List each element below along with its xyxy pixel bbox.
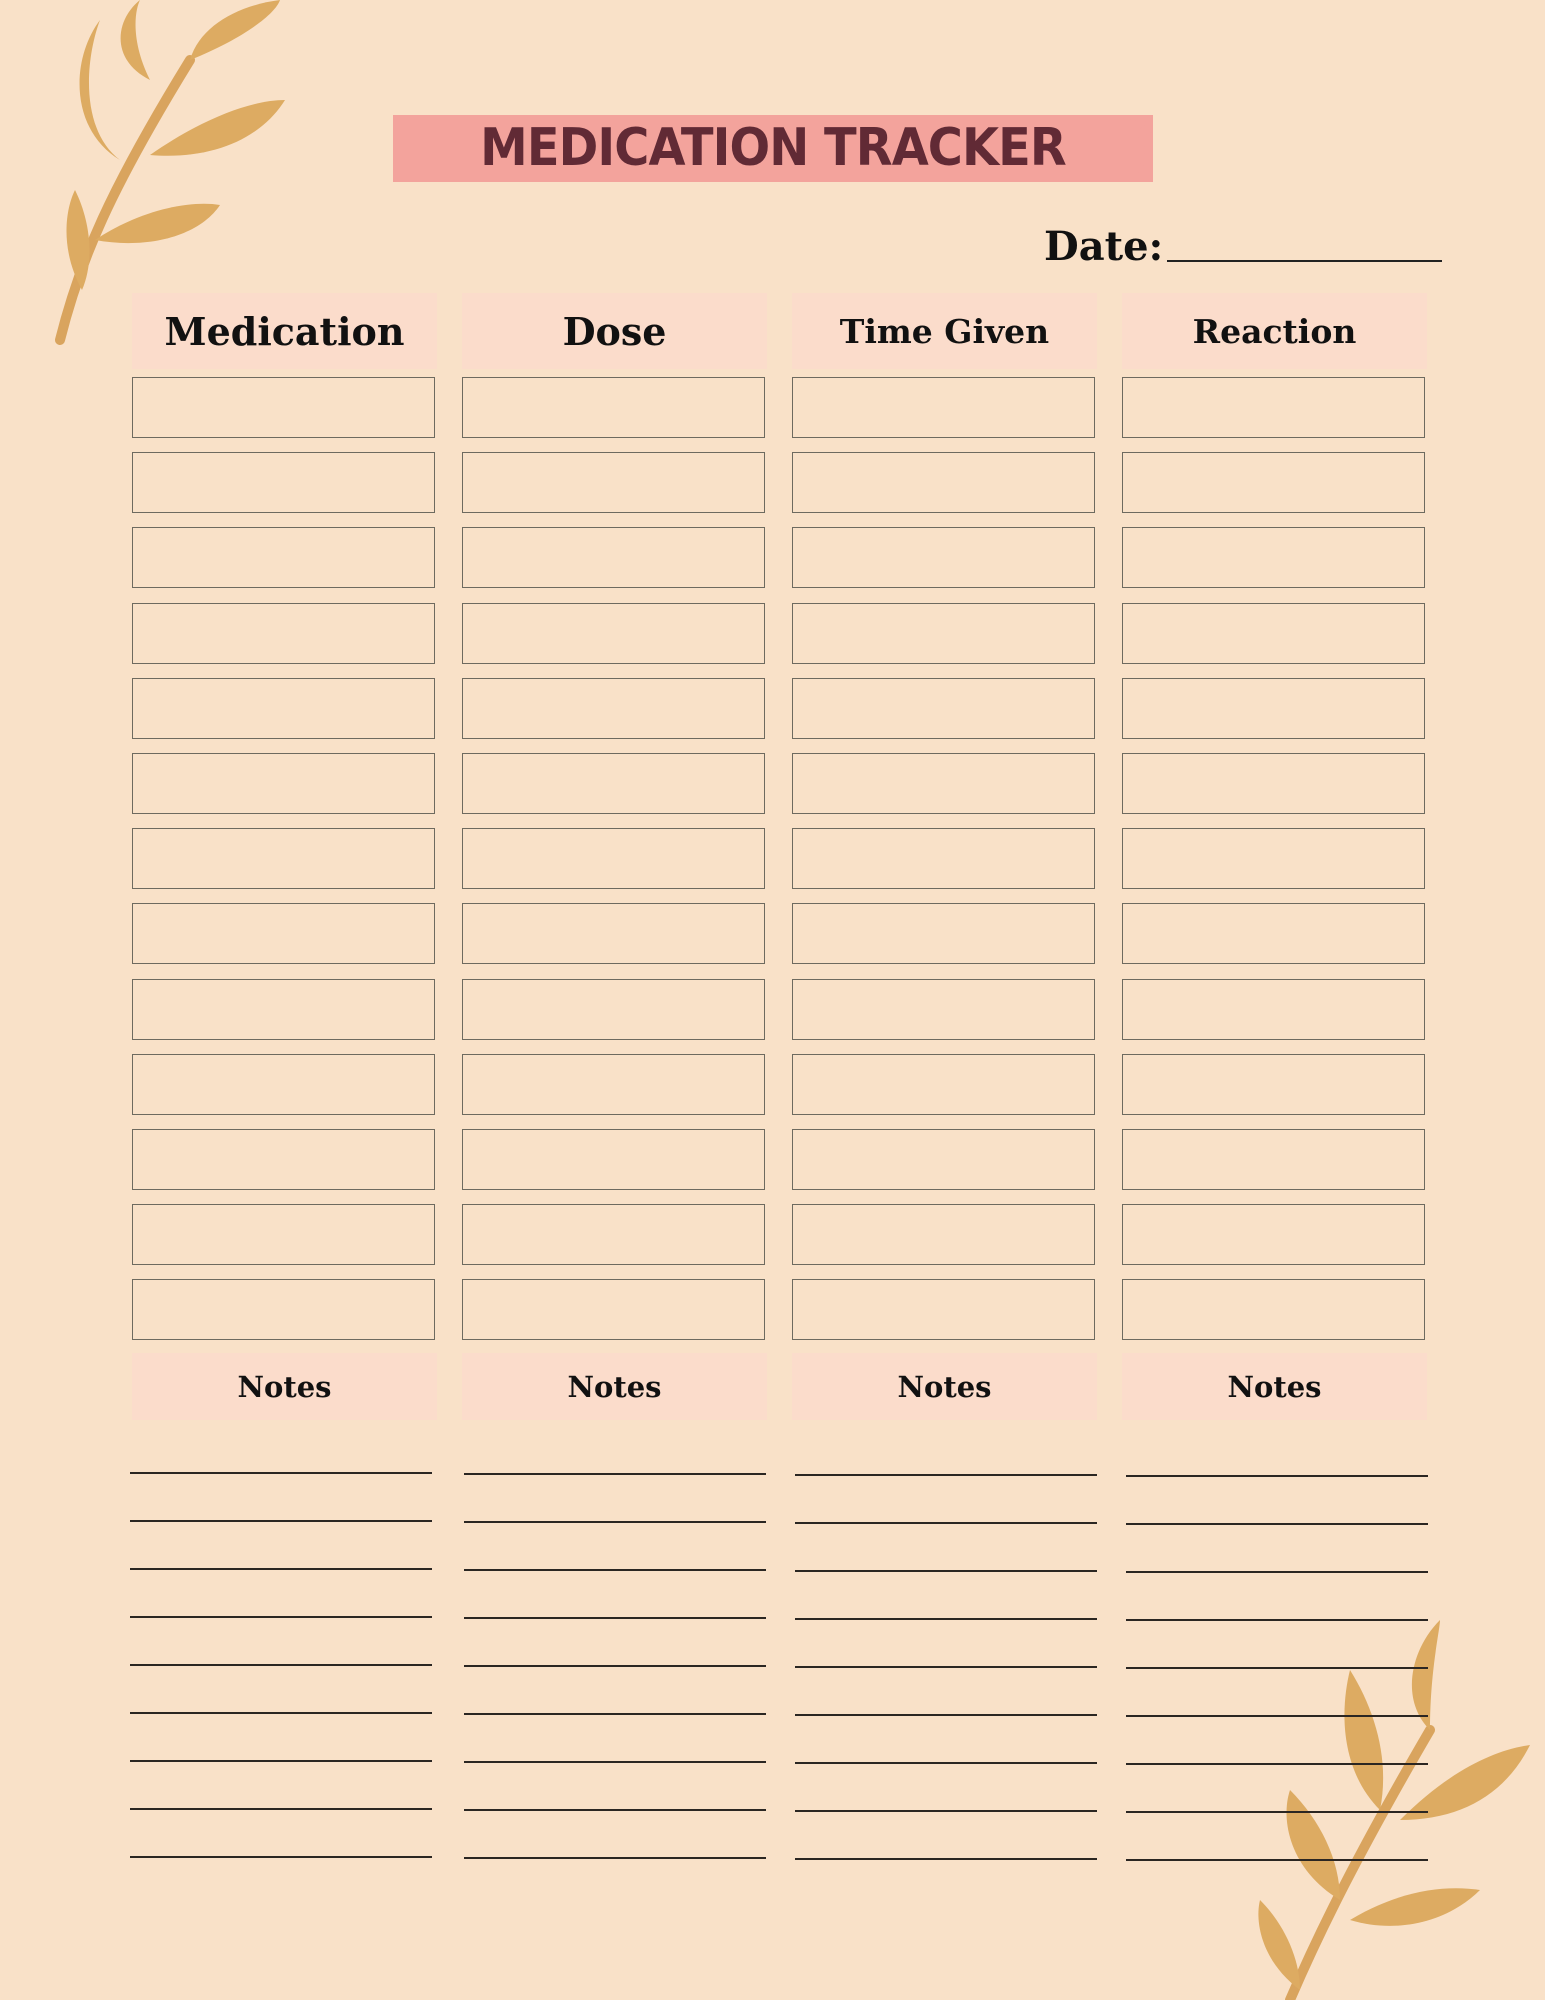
note-line-dose[interactable] (464, 1761, 766, 1763)
note-line-medication[interactable] (130, 1712, 432, 1714)
note-line-dose[interactable] (464, 1617, 766, 1619)
cell-medication[interactable] (132, 1054, 435, 1115)
cell-dose[interactable] (462, 1279, 765, 1340)
brush-stroke-decoration (1120, 118, 1152, 180)
note-line-dose[interactable] (464, 1521, 766, 1523)
cell-dose[interactable] (462, 377, 765, 438)
cell-medication[interactable] (132, 753, 435, 814)
notes-header-dose: Notes (462, 1353, 767, 1420)
note-line-medication[interactable] (130, 1760, 432, 1762)
cell-dose[interactable] (462, 903, 765, 964)
note-line-dose[interactable] (464, 1665, 766, 1667)
note-line-dose[interactable] (464, 1713, 766, 1715)
note-line-dose[interactable] (464, 1473, 766, 1475)
date-field (1044, 210, 1442, 270)
cell-dose[interactable] (462, 603, 765, 664)
cell-reaction[interactable] (1122, 903, 1425, 964)
cell-time-given[interactable] (792, 678, 1095, 739)
cell-reaction[interactable] (1122, 1204, 1425, 1265)
note-line-reaction[interactable] (1126, 1715, 1428, 1717)
cell-dose[interactable] (462, 678, 765, 739)
column-header-reaction: Reaction (1122, 293, 1427, 369)
notes-header-medication: Notes (132, 1353, 437, 1420)
cell-reaction[interactable] (1122, 452, 1425, 513)
cell-dose[interactable] (462, 1129, 765, 1190)
cell-dose[interactable] (462, 828, 765, 889)
note-line-medication[interactable] (130, 1856, 432, 1858)
note-line-time-given[interactable] (795, 1762, 1097, 1764)
note-line-reaction[interactable] (1126, 1811, 1428, 1813)
cell-medication[interactable] (132, 678, 435, 739)
cell-reaction[interactable] (1122, 1129, 1425, 1190)
column-header-medication: Medication (132, 293, 437, 369)
cell-reaction[interactable] (1122, 377, 1425, 438)
column-header-time-given: Time Given (792, 293, 1097, 369)
cell-time-given[interactable] (792, 527, 1095, 588)
note-line-medication[interactable] (130, 1616, 432, 1618)
cell-time-given[interactable] (792, 452, 1095, 513)
cell-reaction[interactable] (1122, 603, 1425, 664)
note-line-time-given[interactable] (795, 1858, 1097, 1860)
cell-medication[interactable] (132, 527, 435, 588)
cell-time-given[interactable] (792, 1279, 1095, 1340)
note-line-time-given[interactable] (795, 1618, 1097, 1620)
cell-time-given[interactable] (792, 828, 1095, 889)
note-line-medication[interactable] (130, 1568, 432, 1570)
note-line-reaction[interactable] (1126, 1475, 1428, 1477)
cell-reaction[interactable] (1122, 753, 1425, 814)
cell-dose[interactable] (462, 452, 765, 513)
page-title: MEDICATION TRACKER (480, 118, 1066, 178)
cell-medication[interactable] (132, 828, 435, 889)
note-line-time-given[interactable] (795, 1714, 1097, 1716)
note-line-reaction[interactable] (1126, 1667, 1428, 1669)
cell-time-given[interactable] (792, 603, 1095, 664)
date-input-line[interactable] (1167, 260, 1442, 262)
cell-time-given[interactable] (792, 377, 1095, 438)
note-line-time-given[interactable] (795, 1810, 1097, 1812)
note-line-medication[interactable] (130, 1520, 432, 1522)
cell-medication[interactable] (132, 1129, 435, 1190)
cell-time-given[interactable] (792, 753, 1095, 814)
cell-medication[interactable] (132, 377, 435, 438)
note-line-time-given[interactable] (795, 1474, 1097, 1476)
cell-reaction[interactable] (1122, 1279, 1425, 1340)
notes-header-time-given: Notes (792, 1353, 1097, 1420)
cell-reaction[interactable] (1122, 1054, 1425, 1115)
cell-medication[interactable] (132, 452, 435, 513)
note-line-time-given[interactable] (795, 1570, 1097, 1572)
cell-dose[interactable] (462, 979, 765, 1040)
leaf-branch-icon (1230, 1600, 1545, 2000)
cell-time-given[interactable] (792, 1204, 1095, 1265)
cell-time-given[interactable] (792, 1054, 1095, 1115)
cell-time-given[interactable] (792, 1129, 1095, 1190)
cell-time-given[interactable] (792, 903, 1095, 964)
cell-dose[interactable] (462, 753, 765, 814)
cell-medication[interactable] (132, 603, 435, 664)
notes-header-reaction: Notes (1122, 1353, 1427, 1420)
note-line-reaction[interactable] (1126, 1571, 1428, 1573)
note-line-dose[interactable] (464, 1809, 766, 1811)
note-line-reaction[interactable] (1126, 1619, 1428, 1621)
note-line-time-given[interactable] (795, 1666, 1097, 1668)
column-header-dose: Dose (462, 293, 767, 369)
note-line-reaction[interactable] (1126, 1763, 1428, 1765)
note-line-medication[interactable] (130, 1664, 432, 1666)
cell-medication[interactable] (132, 1204, 435, 1265)
note-line-dose[interactable] (464, 1857, 766, 1859)
cell-dose[interactable] (462, 1204, 765, 1265)
note-line-medication[interactable] (130, 1808, 432, 1810)
cell-time-given[interactable] (792, 979, 1095, 1040)
date-label: Date: (1044, 223, 1164, 270)
note-line-time-given[interactable] (795, 1522, 1097, 1524)
cell-medication[interactable] (132, 903, 435, 964)
cell-dose[interactable] (462, 1054, 765, 1115)
cell-reaction[interactable] (1122, 979, 1425, 1040)
note-line-dose[interactable] (464, 1569, 766, 1571)
cell-dose[interactable] (462, 527, 765, 588)
cell-medication[interactable] (132, 1279, 435, 1340)
cell-reaction[interactable] (1122, 678, 1425, 739)
cell-reaction[interactable] (1122, 828, 1425, 889)
cell-medication[interactable] (132, 979, 435, 1040)
cell-reaction[interactable] (1122, 527, 1425, 588)
note-line-reaction[interactable] (1126, 1859, 1428, 1861)
note-line-medication[interactable] (130, 1472, 432, 1474)
note-line-reaction[interactable] (1126, 1523, 1428, 1525)
